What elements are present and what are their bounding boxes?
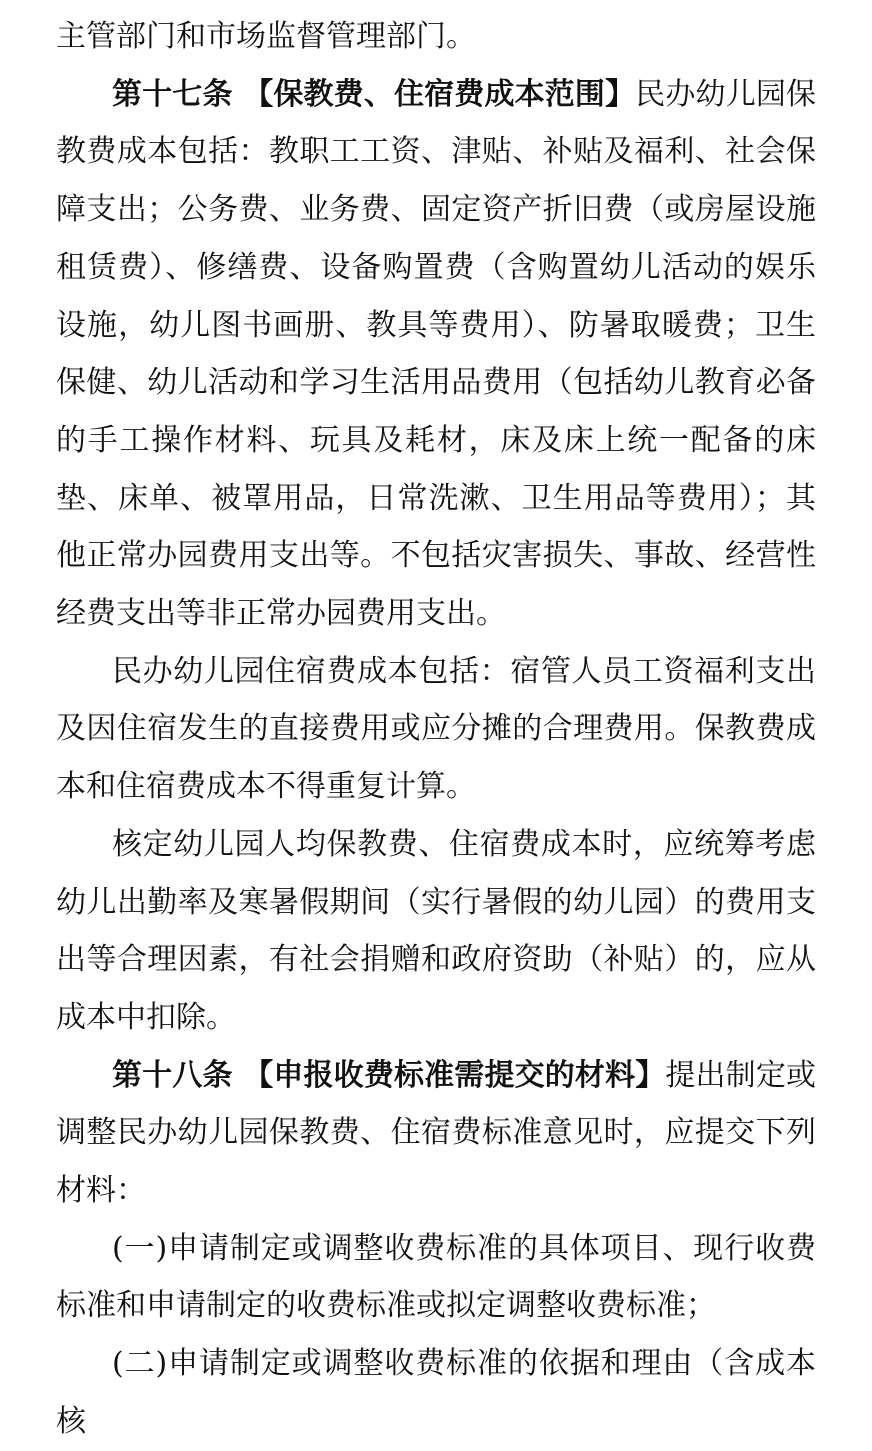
article-18-text: 提出制定或调整民办幼儿园保教费、住宿费标准意见时，应提交下列材料： <box>56 1057 816 1209</box>
paragraph-text: 主管部门和市场监督管理部门。 <box>56 19 476 54</box>
document-page <box>56 8 816 1451</box>
article-17-heading: 第十七条 【保教费、住宿费成本范围】 <box>112 76 636 112</box>
article-17-text: 民办幼儿园保教费成本包括：教职工工资、津贴、补贴及福利、社会保障支出；公务费、业务费、固定资产折旧费（或房屋设施租赁费）、修缮费、设备购置费（含购置幼儿活动的娱乐设施，幼儿图书画册、教具等费用）、防暑取暖费；卫生保健、幼儿活动和学习生活用品费用（包括幼儿教育必备的手工操作材料、玩具及耗材，床及床上统一配备的床垫、床单、被罩用品，日常洗漱、卫生用品等费用）；其他正常办园费用支出等。不包括灾害损失、事故、经营性经费支出等非正常办园费用支出。 <box>56 76 817 632</box>
list-item-1 <box>56 1220 816 1335</box>
list-item-2 <box>56 1335 816 1450</box>
article-17-paragraph <box>56 66 816 643</box>
paragraph-text: 核定幼儿园人均保教费、住宿费成本时，应统筹考虑幼儿出勤率及寒暑假期间（实行暑假的幼儿园）的费用支出等合理因素，有社会捐赠和政府资助（补贴）的，应从成本中扣除。 <box>56 826 816 1035</box>
paragraph-continuation <box>56 8 816 66</box>
cost-verification-paragraph <box>56 816 816 1047</box>
list-item-text: (二)申请制定或调整收费标准的依据和理由（含成本核 <box>56 1346 816 1439</box>
list-item-text: (一)申请制定或调整收费标准的具体项目、现行收费标准和申请制定的收费标准或拟定调整收费标准； <box>56 1230 816 1324</box>
article-18-paragraph <box>56 1047 816 1220</box>
paragraph-text: 民办幼儿园住宿费成本包括：宿管人员工资福利支出及因住宿发生的直接费用或应分摊的合理费用。保教费成本和住宿费成本不得重复计算。 <box>56 653 816 805</box>
boarding-cost-paragraph <box>56 643 816 816</box>
article-18-heading: 第十八条 【申报收费标准需提交的材料】 <box>112 1057 666 1093</box>
